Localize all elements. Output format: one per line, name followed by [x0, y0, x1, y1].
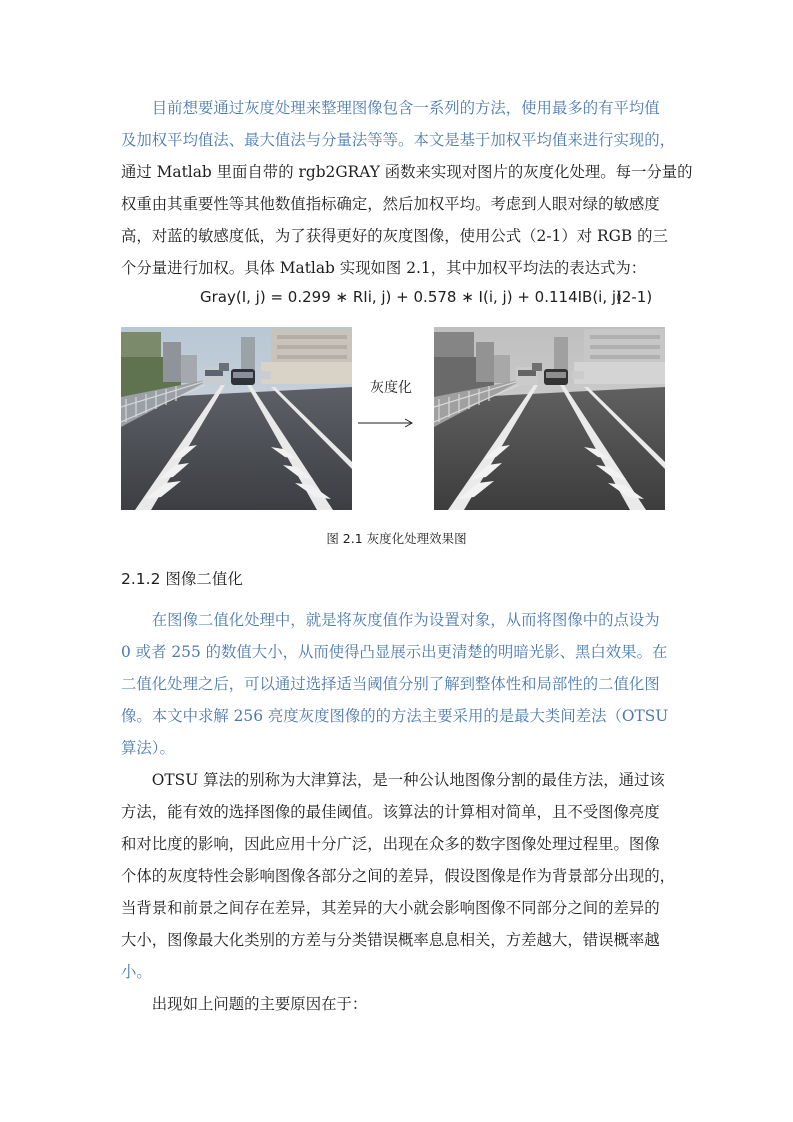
right-arrow-icon	[358, 418, 414, 428]
text-line: OTSU 算法的别称为大津算法，是一种公认地图像分割的最佳方法，通过该	[121, 771, 665, 789]
text-line: 当背景和前景之间存在差异，其差异的大小就会影响图像不同部分之间的差异的	[121, 899, 660, 917]
text-line: 高，对蓝的敏感度低，为了获得更好的灰度图像，使用公式（2-1）对 RGB 的三	[121, 227, 668, 245]
text-line: 算法）。	[121, 739, 175, 757]
text-line: 目前想要通过灰度处理来整理图像包含一系列的方法，使用最多的有平均值	[121, 99, 660, 117]
figure-caption: 图 2.1 灰度化处理效果图	[326, 531, 467, 546]
text-line: 出现如上问题的主要原因在于：	[121, 995, 368, 1013]
text-line: 方法，能有效的选择图像的最佳阈值。该算法的计算相对简单，且不受图像亮度	[121, 803, 660, 821]
arrow-label: 灰度化	[370, 380, 412, 396]
formula-expression: Gray(I, j) = 0.299 ∗ RIi, j) + 0.578 ∗ I(i, j) + 0.114IB(i, j)	[200, 288, 622, 306]
paragraph-intro	[121, 92, 693, 284]
grayscale-road-photo	[434, 327, 665, 510]
text-line: 权重由其重要性等其他数值指标确定，然后加权平均。考虑到人眼对绿的敏感度	[121, 195, 660, 213]
text-line: 小。	[121, 963, 152, 981]
text-line: 大小，图像最大化类别的方差与分类错误概率息息相关，方差越大，错误概率越	[121, 931, 660, 949]
paragraph-cause	[121, 988, 677, 1020]
text-line: 二值化处理之后，可以通过选择适当阈值分别了解到整体性和局部性的二值化图	[121, 675, 660, 693]
text-line: 个体的灰度特性会影响图像各部分之间的差异，假设图像是作为背景部分出现的，	[121, 867, 676, 885]
original-road-photo	[121, 327, 352, 510]
paragraph-binarization	[121, 604, 677, 764]
text-line: 通过 Matlab 里面自带的 rgb2GRAY 函数来实现对图片的灰度化处理。每一分量的	[121, 163, 693, 181]
text-line: 和对比度的影响，因此应用十分广泛，出现在众多的数字图像处理过程里。图像	[121, 835, 660, 853]
text-line: 像。本文中求解 256 亮度灰度图像的的方法主要采用的是最大类间差法（OTSU	[121, 707, 669, 725]
formula	[200, 288, 653, 306]
paragraph-otsu	[121, 764, 677, 988]
text-line: 个分量进行加权。具体 Matlab 实现如图 2.1，其中加权平均法的表达式为：	[121, 259, 647, 277]
text-line: 及加权平均值法、最大值法与分量法等等。本文是基于加权平均值来进行实现的，	[121, 131, 676, 149]
text-line: 0 或者 255 的数值大小，从而使得凸显展示出更清楚的明暗光影、黑白效果。在	[121, 643, 668, 661]
section-heading: 2.1.2 图像二值化	[121, 570, 243, 588]
formula-number: (2-1)	[616, 288, 653, 306]
text-line: 在图像二值化处理中，就是将灰度值作为设置对象，从而将图像中的点设为	[121, 611, 660, 629]
